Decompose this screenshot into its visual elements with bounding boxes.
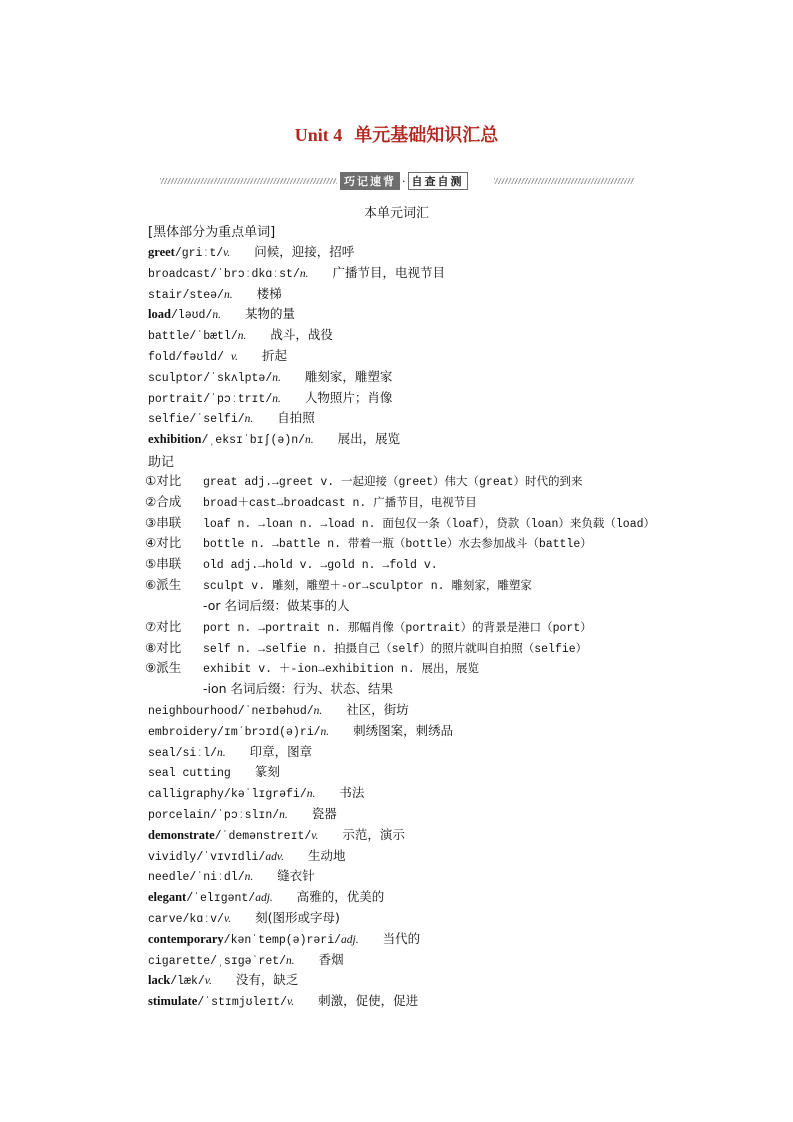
vocab-word: broadcast	[148, 267, 211, 281]
mnemonic-number: ③串联	[145, 515, 182, 530]
vocab-word: stimulate	[148, 994, 198, 1009]
vocab-word-group	[148, 892, 273, 905]
vocab-entry	[148, 390, 392, 408]
vocab-word: greet	[148, 245, 175, 259]
vocab-pos: adj.	[255, 892, 273, 905]
vocab-pos: n.	[320, 725, 330, 738]
vocab-pos: n.	[306, 788, 316, 801]
vocab-entry	[148, 993, 418, 1011]
vocab-word-group	[148, 309, 221, 322]
mnemonic-number: ⑥派生	[145, 577, 182, 592]
vocab-meaning: 刺激，促使，促进	[318, 993, 419, 1009]
mnemonic-text: loaf n. →loan n. →load n. 面包仅一条（loaf），贷款（loan）来负载（load）	[203, 518, 655, 531]
vocab-word-group	[148, 393, 281, 406]
vocab-meaning: 瓷器	[311, 806, 337, 821]
vocab-word-group	[148, 975, 212, 988]
vocab-phonetic: /ˈelɪɡənt/	[186, 892, 256, 906]
vocab-entry	[148, 889, 384, 907]
mnemonic-row	[145, 473, 583, 491]
mnemonic-text: broad＋cast→broadcast n. 广播节目，电视节目	[203, 497, 477, 510]
vocab-meaning: 战斗，战役	[270, 327, 333, 343]
vocab-meaning: 刻(图形或字母)	[255, 910, 340, 925]
mnemonic-text: sculpt v. 雕刻，雕塑＋-or→sculptor n. 雕刻家，雕塑家	[203, 580, 532, 593]
banner-hatch-right	[494, 178, 634, 184]
vocab-entry	[148, 744, 312, 762]
vocab-word-group	[148, 788, 315, 801]
vocab-phonetic: /kəˈlɪɡrəfi/	[223, 788, 307, 802]
vocab-word: selfie	[148, 413, 190, 427]
suffix-note-or: -or 名词后缀：做某事的人	[203, 598, 350, 613]
vocab-phonetic: /ˈbrɔːdkɑːst/	[210, 267, 300, 281]
vocab-word: portrait	[148, 392, 204, 406]
vocab-word: exhibition	[148, 432, 202, 447]
vocab-word-group	[148, 726, 329, 739]
vocab-phonetic: /ˌsɪɡəˈret/	[210, 954, 287, 968]
vocab-word-group	[148, 913, 231, 926]
vocab-phonetic: /kənˈtemp(ə)rəri/	[223, 933, 341, 947]
mnemonic-number: ⑨派生	[145, 660, 182, 675]
vocab-phonetic: /ˈstɪmjʊleɪt/	[197, 996, 288, 1010]
vocab-meaning: 楼梯	[256, 285, 282, 301]
banner-left-label: 巧记速背	[340, 172, 400, 190]
vocab-word: carve	[148, 913, 183, 926]
vocab-pos: n.	[313, 705, 323, 717]
vocab-word-group	[148, 809, 288, 822]
mnemonic-text: bottle n. →battle n. 带着一瓶（bottle）水去参加战斗（battle）	[203, 538, 592, 551]
vocab-pos: v.	[223, 913, 232, 925]
vocab-word-group	[148, 851, 284, 864]
vocab-entry	[148, 806, 337, 824]
vocab-entry	[148, 764, 280, 782]
mnemonic-number: ④对比	[145, 535, 182, 550]
vocab-word-group	[148, 827, 319, 843]
vocab-word: lack	[148, 973, 171, 988]
vocab-phonetic: /fəʊld/	[175, 351, 231, 364]
vocab-phonetic: /ˈniːdl/	[189, 871, 245, 885]
vocab-meaning: 香烟	[318, 951, 344, 967]
vocab-word: stair	[148, 288, 183, 302]
vocab-phonetic: /kɑːv/	[182, 913, 224, 926]
mnemonic-text: port n. →portrait n. 那幅肖像（portrait）的背景是港口（port）	[203, 622, 592, 635]
suffix-note-ion: -ion 名词后缀：行为、状态、结果	[203, 681, 394, 696]
vocab-word: embroidery	[148, 725, 218, 739]
vocab-phonetic: /læk/	[170, 975, 205, 989]
vocab-phonetic: /ˈpɔːslɪn/	[210, 809, 280, 822]
vocab-meaning: 印章，图章	[249, 743, 313, 759]
vocab-entry	[148, 848, 345, 866]
vocab-word-group	[148, 372, 281, 385]
mnemonic-row	[145, 619, 592, 637]
vocab-word: elegant	[148, 890, 187, 905]
vocab-meaning: 广播节目，电视节目	[332, 264, 445, 280]
vocab-word: load	[148, 307, 171, 322]
vocab-phonetic: /ˈselfi/	[189, 413, 245, 427]
banner-hatch-left	[160, 178, 337, 184]
vocab-meaning: 自拍照	[277, 410, 315, 426]
vocab-word: sculptor	[148, 371, 204, 385]
banner-badge	[340, 172, 468, 190]
vocab-entry	[148, 972, 298, 990]
vocab-entry	[148, 286, 282, 304]
vocab-word-group	[148, 247, 230, 260]
section-banner	[160, 172, 634, 192]
vocab-word-group	[148, 330, 246, 343]
mnemonic-title: 助记	[148, 455, 175, 470]
vocab-word-group	[148, 705, 322, 718]
vocab-pos: n.	[286, 954, 295, 967]
vocab-word-group	[148, 996, 294, 1009]
mnemonic-row	[145, 494, 477, 512]
vocab-phonetic: /siːl/	[175, 746, 218, 760]
vocab-pos: v.	[230, 351, 238, 363]
vocab-word-group	[148, 955, 295, 968]
vocab-entry	[148, 410, 315, 428]
vocab-pos: n.	[217, 746, 226, 759]
vocab-phonetic: /ɪmˈbrɔɪd(ə)ri/	[217, 725, 321, 739]
vocab-meaning: 折起	[261, 348, 287, 363]
mnemonic-row	[145, 535, 592, 553]
vocab-word-group	[148, 268, 308, 281]
vocab-pos: v.	[204, 975, 212, 988]
banner-dot: ·	[402, 174, 406, 188]
vocab-meaning: 问候，迎接，招呼	[254, 244, 355, 259]
vocab-pos: v.	[223, 247, 231, 259]
vocab-meaning: 人物照片；肖像	[304, 389, 393, 405]
vocab-meaning: 示范，演示	[342, 826, 405, 842]
vocab-word: needle	[148, 871, 190, 885]
vocab-word-group	[148, 413, 253, 426]
vocab-entry	[148, 723, 453, 741]
vocab-meaning: 缝衣针	[277, 868, 315, 884]
mnemonic-row	[145, 556, 438, 574]
vocab-pos: n.	[299, 267, 309, 280]
vocab-phonetic: /ˈdemənstreɪt/	[214, 829, 312, 843]
section-title: 本单元词汇	[363, 206, 429, 221]
vocab-meaning: 高雅的，优美的	[296, 889, 385, 905]
vocab-pos: n.	[272, 392, 281, 405]
vocab-phonetic: /ˌeksɪˈbɪʃ(ə)n/	[201, 434, 306, 448]
vocab-word: demonstrate	[148, 827, 215, 842]
unit-label: Unit 4	[294, 125, 343, 145]
vocab-word-group	[148, 289, 233, 302]
vocab-meaning: 社区，街坊	[346, 702, 409, 717]
vocab-pos: n.	[237, 330, 247, 343]
mnemonic-row	[145, 660, 479, 678]
title-cn: 单元基础知识汇总	[354, 125, 499, 145]
vocab-meaning: 当代的	[382, 930, 421, 946]
vocab-pos: v.	[287, 996, 295, 1009]
vocab-word: seal cutting	[148, 767, 231, 781]
vocab-phonetic: /ˈvɪvɪdli/	[196, 850, 266, 864]
vocab-meaning: 刺绣图案，刺绣品	[353, 722, 454, 738]
vocab-word: fold	[148, 351, 176, 364]
mnemonic-row	[145, 640, 587, 658]
mnemonic-number: ②合成	[145, 494, 182, 509]
vocab-phonetic: /ləʊd/	[170, 309, 213, 323]
banner-right-label: 自查自测	[408, 172, 468, 190]
vocab-meaning: 展出，展览	[337, 431, 401, 447]
vocab-word-group	[148, 351, 238, 364]
mnemonic-row	[145, 577, 532, 595]
vocab-pos: v.	[311, 829, 319, 842]
vocab-entry	[148, 369, 392, 387]
vocab-pos: n.	[212, 309, 221, 322]
mnemonic-text: exhibit v. ＋-ion→exhibition n. 展出，展览	[203, 663, 480, 676]
mnemonic-text: old adj.→hold v. →gold n. →fold v.	[203, 559, 438, 572]
vocab-word-group	[148, 747, 226, 760]
vocab-meaning: 某物的量	[244, 306, 295, 322]
vocab-word: contemporary	[148, 931, 224, 946]
vocab-pos: n.	[279, 809, 288, 821]
vocab-word: vividly	[148, 850, 197, 864]
vocab-pos: n.	[244, 413, 254, 426]
mnemonic-number: ⑤串联	[145, 556, 182, 571]
mnemonic-text: self n. →selfie n. 拍摄自己（self）的照片就叫自拍照（selfie）	[203, 643, 588, 656]
vocab-pos: adj.	[341, 933, 359, 946]
mnemonic-number: ①对比	[145, 473, 182, 488]
vocab-meaning: 雕刻家，雕塑家	[304, 368, 393, 384]
vocab-entry	[148, 265, 445, 283]
vocab-word-group	[148, 767, 231, 780]
vocab-word-group	[148, 871, 253, 884]
vocab-word-group	[148, 931, 359, 947]
vocab-entry	[148, 868, 315, 886]
vocab-phonetic: /ɡriːt/	[174, 247, 224, 260]
vocab-word: calligraphy	[148, 788, 224, 802]
vocab-entry	[148, 244, 354, 262]
vocab-word: porcelain	[148, 809, 211, 822]
vocab-entry	[148, 952, 344, 970]
vocab-word: seal	[148, 746, 176, 760]
vocab-pos: n.	[272, 371, 281, 384]
vocab-entry	[148, 931, 420, 949]
vocab-pos: n.	[223, 288, 233, 301]
vocab-word-group	[148, 434, 314, 447]
vocab-pos: adv.	[265, 850, 284, 863]
vocab-word: cigarette	[148, 954, 211, 968]
vocab-phonetic: /ˈbætl/	[189, 330, 238, 344]
vocab-meaning: 没有，缺乏	[235, 972, 299, 988]
vocab-entry	[148, 910, 340, 928]
mnemonic-number: ⑧对比	[145, 640, 182, 655]
vocab-meaning: 生动地	[307, 847, 346, 863]
vocab-entry	[148, 827, 405, 845]
vocab-entry	[148, 327, 333, 345]
vocab-entry	[148, 348, 287, 366]
vocab-phonetic: /ˈpɔːtrɪt/	[203, 392, 273, 406]
mnemonic-row	[145, 515, 655, 533]
vocab-word: neighbourhood	[148, 705, 238, 718]
mnemonic-number: ⑦对比	[145, 619, 182, 634]
bold-note: [黑体部分为重点单词]	[148, 225, 276, 240]
vocab-entry	[148, 306, 295, 324]
vocab-phonetic: /ˈneɪbəhʊd/	[237, 705, 314, 718]
vocab-pos: n.	[305, 434, 314, 447]
vocab-entry	[148, 785, 364, 803]
vocab-pos: n.	[244, 871, 254, 884]
page-title	[0, 121, 793, 147]
vocab-meaning: 书法	[339, 785, 365, 801]
vocab-entry	[148, 702, 409, 720]
vocab-phonetic: /steə/	[182, 288, 224, 302]
vocab-phonetic: /ˈskʌlptə/	[203, 371, 273, 385]
vocab-entry	[148, 431, 400, 449]
mnemonic-text: great adj.→greet v. 一起迎接（greet）伟大（great）时代的到来	[203, 476, 583, 489]
vocab-meaning: 篆刻	[254, 764, 280, 780]
vocab-word: battle	[148, 330, 190, 344]
